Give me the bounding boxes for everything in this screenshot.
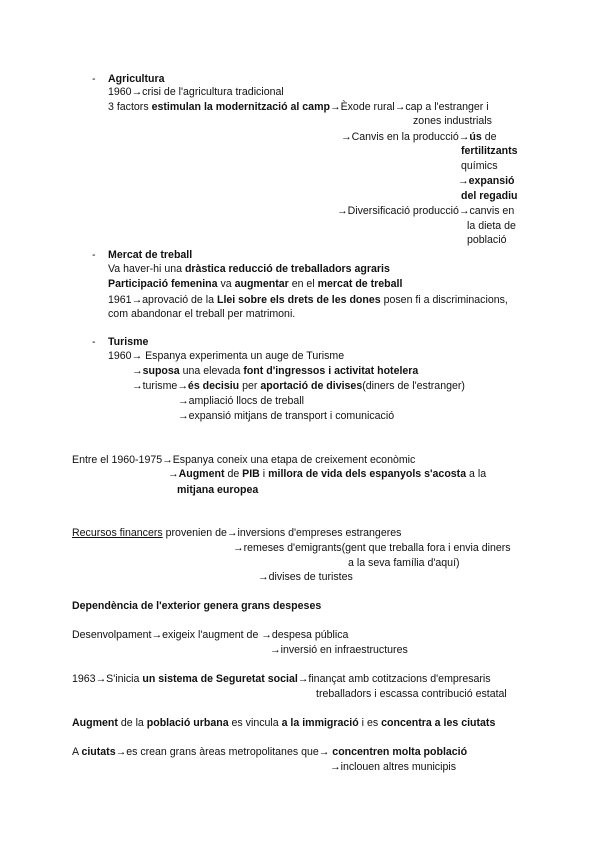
seguretat-line-2: treballadors i escassa contribució estatal [316,688,507,700]
section-title-agricultura: Agricultura [108,73,165,85]
section-title-turisme: Turisme [108,336,149,348]
recursos-line-3: a la seva família d'aquí) [348,557,460,569]
mercat-line-2: Participació femenina va augmentar en el mercat de treball [108,278,403,290]
agri-line-6: químics [461,160,498,172]
creix-line-3: mitjana europea [177,484,259,496]
agri-line-8: del regadiu [461,190,518,202]
creix-line-1: Entre el 1960-1975→Espanya coneix una etapa de creixement econòmic [72,454,416,466]
agri-line-7: →expansió [458,175,515,187]
recursos-line-4: →divises de turistes [258,571,353,583]
turisme-line-3: →turisme→és decisiu per aportació de divises(diners de l'estranger) [132,380,465,392]
agri-line-3: zones industrials [413,115,492,127]
section-title-mercat: Mercat de treball [108,249,193,261]
mercat-line-3: 1961→aprovació de la Llei sobre els drets de les dones posen fi a discriminacions, [108,294,508,306]
agri-line-1: 1960→crisi de l'agricultura tradicional [108,86,284,98]
agri-line-4: →Canvis en la producció→ús de [341,131,497,143]
turisme-line-5: →expansió mitjans de transport i comunicació [178,410,395,422]
urbana-line: Augment de la població urbana es vincula a la immigració i es concentra a les ciutats [72,717,496,729]
bullet-dash: - [92,249,96,261]
dependencia-line: Dependència de l'exterior genera grans despeses [72,600,322,612]
recursos-line-2: →remeses d'emigrants(gent que treballa fora i envia diners [233,542,511,554]
agri-line-2: 3 factors estimulan la modernització al camp→Èxode rural→cap a l'estranger i [108,101,489,113]
mercat-line-1: Va haver-hi una dràstica reducció de treballadors agraris [108,263,390,275]
mercat-line-4: com abandonar el treball per matrimoni. [108,308,296,320]
agri-line-10: la dieta de [467,220,516,232]
turisme-line-4: →ampliació llocs de treball [178,395,305,407]
turisme-line-2: →suposa una elevada font d'ingressos i activitat hotelera [132,365,419,377]
recursos-line-1: Recursos financers provenien de→inversions d'empreses estrangeres [72,527,402,539]
agri-line-11: població [467,234,507,246]
turisme-line-1: 1960→ Espanya experimenta un auge de Turisme [108,350,345,362]
desenv-line-2: →inversió en infraestructures [270,644,408,656]
bullet-dash: - [92,73,96,85]
ciutats-line-2: →inclouen altres municipis [330,761,457,773]
agri-line-9: →Diversificació producció→canvis en [337,205,515,217]
bullet-dash: - [92,336,96,348]
agri-line-5: fertilitzants [461,145,518,157]
creix-line-2: →Augment de PIB i millora de vida dels espanyols s'acosta a la [168,468,487,480]
ciutats-line-1: A ciutats→es crean grans àreas metropolitanes que→ concentren molta població [72,746,468,758]
desenv-line-1: Desenvolpament→exigeix l'augment de →despesa pública [72,629,349,641]
seguretat-line-1: 1963→S'inicia un sistema de Seguretat social→finançat amb cotitzacions d'empresaris [72,673,491,685]
